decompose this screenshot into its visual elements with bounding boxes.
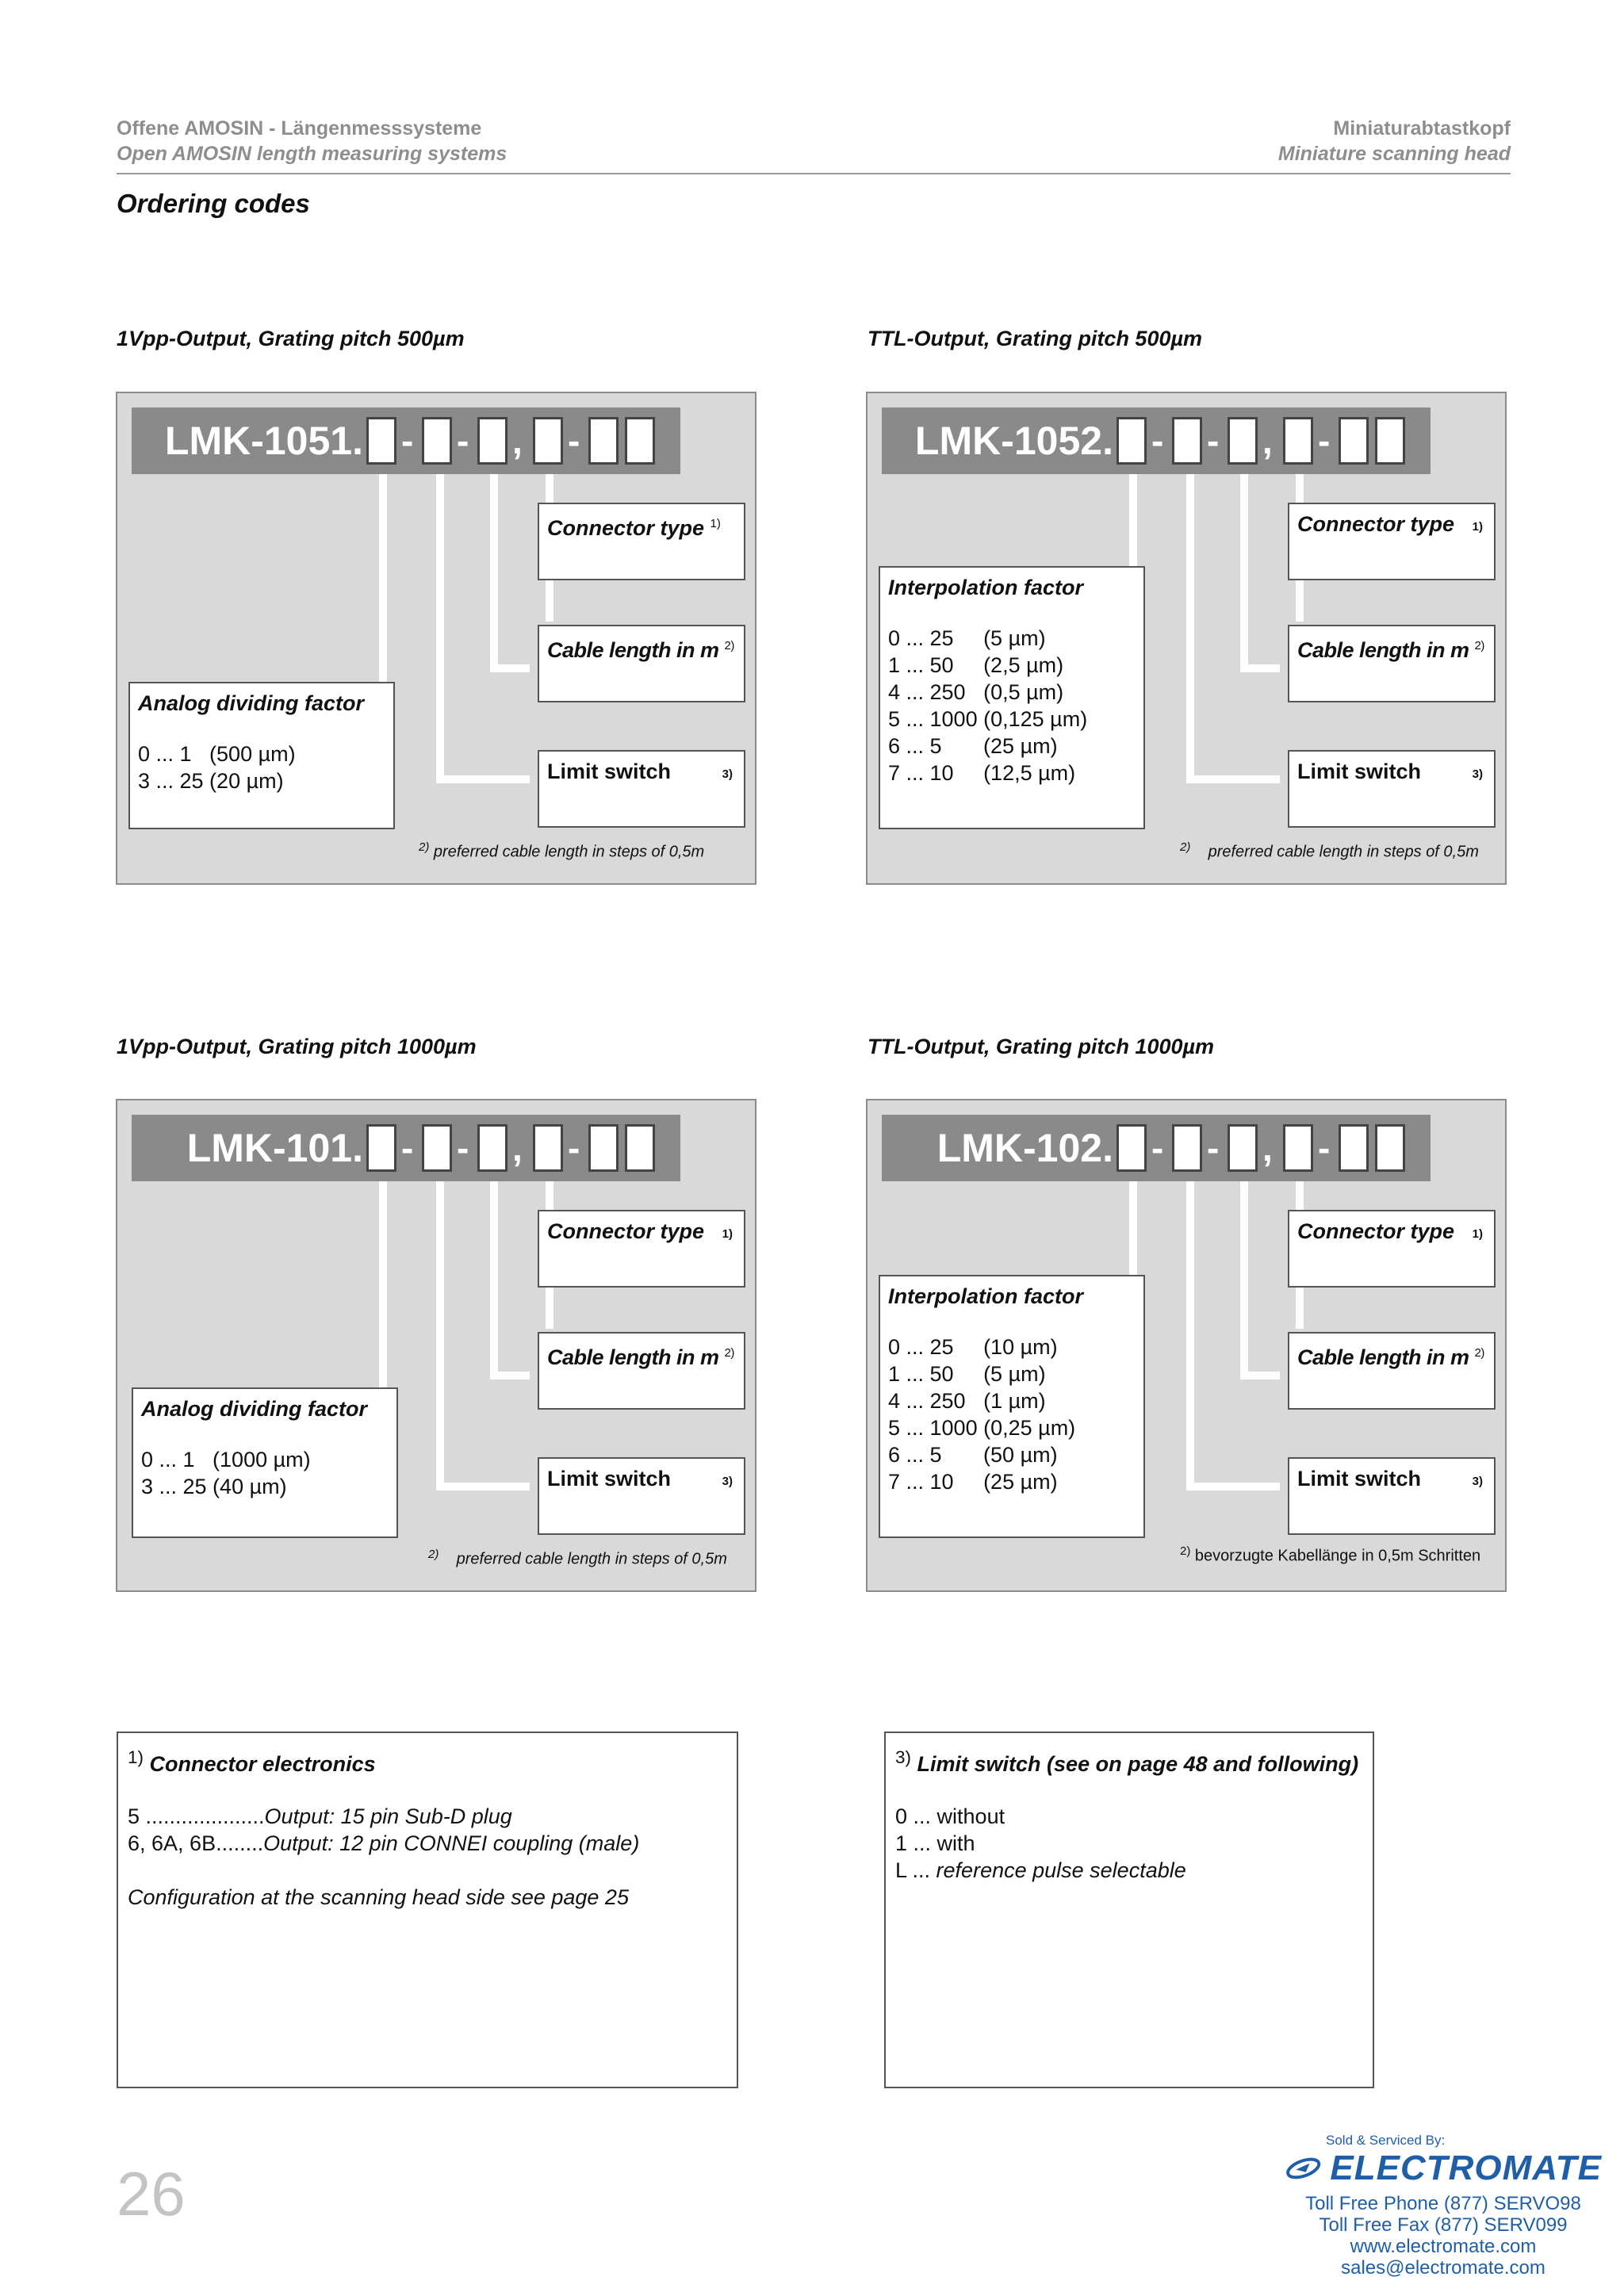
cable-note bbox=[1180, 840, 1479, 862]
code-separator: - bbox=[568, 420, 580, 461]
code-separator: - bbox=[1207, 1127, 1220, 1169]
connector-line bbox=[436, 775, 530, 783]
product-code: LMK-102. bbox=[936, 1126, 1113, 1170]
code-slot bbox=[533, 1124, 563, 1172]
legend-code: 5 .................... bbox=[128, 1804, 265, 1828]
cable-length-box bbox=[1288, 1332, 1496, 1410]
product-code: LMK-1052. bbox=[914, 419, 1113, 463]
header-right-en: Miniature scanning head bbox=[1277, 143, 1511, 165]
footnote-mark: 1) bbox=[722, 1227, 733, 1241]
footnote-mark: 1) bbox=[128, 1747, 144, 1767]
footnote-mark: 3) bbox=[722, 767, 733, 781]
code-slot bbox=[625, 417, 655, 465]
connector-line bbox=[1186, 474, 1194, 783]
limit-switch-box bbox=[1288, 750, 1496, 828]
code-separator: - bbox=[457, 420, 469, 461]
vendor-sold-by: Sold & Serviced By: bbox=[1326, 2133, 1446, 2148]
page-title: Ordering codes bbox=[117, 189, 310, 218]
header-left-de: Offene AMOSIN - Längenmesssysteme bbox=[117, 117, 482, 140]
code-slot bbox=[477, 417, 508, 465]
connector-line bbox=[436, 474, 444, 783]
code-separator: - bbox=[401, 420, 414, 461]
section-title-1vpp-1000: 1Vpp-Output, Grating pitch 1000µm bbox=[117, 1035, 477, 1058]
list-item: 1 ... 50 (2,5 µm) bbox=[888, 653, 1064, 677]
vendor-block bbox=[1285, 2133, 1602, 2279]
legend-limit-switch bbox=[884, 1732, 1374, 2088]
code-separator: , bbox=[1262, 420, 1273, 461]
section-title-ttl-1000: TTL-Output, Grating pitch 1000µm bbox=[868, 1035, 1215, 1058]
ordering-panel-lmk-1051 bbox=[116, 392, 756, 885]
header-right-de: Miniaturabtastkopf bbox=[1333, 117, 1511, 140]
connector-type-box bbox=[1288, 1210, 1496, 1288]
code-slot bbox=[366, 1124, 396, 1172]
list-item: 6 ... 5 (25 µm) bbox=[888, 734, 1058, 758]
analog-dividing-title: Analog dividing factor bbox=[141, 1397, 368, 1421]
connector-type-label: Connector type bbox=[547, 516, 705, 540]
interpolation-factor-title: Interpolation factor bbox=[888, 576, 1084, 599]
connector-type-label: Connector type bbox=[547, 1219, 705, 1243]
analog-dividing-title: Analog dividing factor bbox=[138, 691, 365, 715]
code-slot bbox=[588, 1124, 619, 1172]
limit-switch-label: Limit switch bbox=[1297, 1467, 1422, 1490]
footnote-mark: 3) bbox=[1472, 1475, 1483, 1488]
header-left-en: Open AMOSIN length measuring systems bbox=[117, 143, 508, 165]
interpolation-factor-box bbox=[879, 566, 1145, 829]
code-separator: - bbox=[1151, 420, 1164, 461]
list-item: 6 ... 5 (50 µm) bbox=[888, 1443, 1058, 1467]
connector-line bbox=[379, 1181, 387, 1387]
footnote-mark: 3) bbox=[722, 1475, 733, 1488]
legend-title bbox=[895, 1744, 1363, 1777]
code-slot bbox=[533, 417, 563, 465]
analog-dividing-list bbox=[141, 1446, 389, 1500]
connector-line bbox=[1129, 474, 1137, 568]
vendor-email[interactable]: sales@electromate.com bbox=[1341, 2257, 1545, 2279]
code-slot bbox=[366, 417, 396, 465]
limit-switch-box bbox=[538, 750, 745, 828]
code-slot bbox=[1283, 417, 1313, 465]
cable-length-label: Cable length in m bbox=[547, 638, 719, 662]
footnote-mark: 2) bbox=[428, 1548, 439, 1561]
connector-line bbox=[436, 1483, 530, 1490]
connector-line bbox=[1186, 775, 1280, 783]
footnote-mark: 2) bbox=[724, 1346, 734, 1360]
code-slot bbox=[625, 1124, 655, 1172]
page-number: 26 bbox=[117, 2159, 186, 2229]
legend-code: 0 ... bbox=[895, 1804, 932, 1828]
cable-note bbox=[419, 840, 704, 862]
code-bar bbox=[132, 1115, 680, 1181]
cable-note-text: preferred cable length in steps of 0,5m bbox=[456, 1550, 727, 1568]
footnote-mark: 2) bbox=[1180, 840, 1191, 854]
cable-note bbox=[1180, 1544, 1480, 1566]
connector-line bbox=[490, 1372, 530, 1380]
legend-code: 1 ... bbox=[895, 1831, 932, 1855]
limit-switch-box bbox=[1288, 1457, 1496, 1535]
code-slot bbox=[1375, 417, 1405, 465]
connector-line bbox=[490, 1181, 498, 1380]
list-item: 1 ... 50 (5 µm) bbox=[888, 1362, 1046, 1386]
footnote-mark: 2) bbox=[1474, 1346, 1484, 1360]
list-item: 0 ... 25 (10 µm) bbox=[888, 1335, 1058, 1359]
list-item: 7 ... 10 (12,5 µm) bbox=[888, 761, 1076, 785]
footnote-mark: 2) bbox=[724, 639, 734, 652]
footnote-mark: 1) bbox=[1472, 520, 1483, 534]
section-title-ttl-500: TTL-Output, Grating pitch 500µm bbox=[868, 327, 1203, 350]
connector-line bbox=[1186, 1181, 1194, 1490]
legend-text: Output: 12 pin CONNEI coupling (male) bbox=[263, 1831, 640, 1855]
list-item: 4 ... 250 (0,5 µm) bbox=[888, 680, 1064, 704]
vendor-brand bbox=[1285, 2149, 1602, 2188]
footnote-mark: 3) bbox=[1472, 767, 1483, 781]
footnote-mark: 2) bbox=[1474, 639, 1484, 652]
footnote-mark: 1) bbox=[710, 517, 721, 530]
interpolation-factor-title: Interpolation factor bbox=[888, 1284, 1084, 1308]
connector-line bbox=[379, 474, 387, 682]
interpolation-factor-list bbox=[888, 625, 1136, 786]
legend-row bbox=[128, 1803, 727, 1830]
code-slot bbox=[1228, 1124, 1258, 1172]
connector-line bbox=[436, 1181, 444, 1490]
code-slot bbox=[1172, 417, 1202, 465]
legend-text: reference pulse selectable bbox=[936, 1858, 1186, 1882]
footnote-mark: 3) bbox=[895, 1747, 912, 1767]
ordering-panel-lmk-101 bbox=[116, 1099, 756, 1592]
connector-type-box bbox=[538, 1210, 745, 1288]
section-title-1vpp-500: 1Vpp-Output, Grating pitch 500µm bbox=[117, 327, 465, 350]
interpolation-factor-list bbox=[888, 1334, 1136, 1495]
code-bar bbox=[132, 408, 680, 474]
limit-switch-label: Limit switch bbox=[1297, 760, 1422, 783]
connector-line bbox=[490, 664, 530, 672]
legend-title-text: Limit switch (see on page 48 and following) bbox=[917, 1752, 1359, 1776]
analog-dividing-box bbox=[128, 682, 395, 829]
list-item: 3 ... 25 (20 µm) bbox=[138, 769, 284, 793]
list-item: 5 ... 1000 (0,125 µm) bbox=[888, 707, 1088, 731]
vendor-fax: Toll Free Fax (877) SERV099 bbox=[1319, 2214, 1568, 2236]
list-item: 7 ... 10 (25 µm) bbox=[888, 1470, 1058, 1494]
code-separator: - bbox=[1207, 420, 1220, 461]
legend-row bbox=[895, 1857, 1363, 1884]
code-slot bbox=[1283, 1124, 1313, 1172]
code-bar bbox=[882, 1115, 1431, 1181]
legend-text: Output: 15 pin Sub-D plug bbox=[264, 1804, 512, 1828]
list-item: 0 ... 25 (5 µm) bbox=[888, 626, 1046, 650]
connector-type-box bbox=[538, 503, 745, 580]
product-code: LMK-101. bbox=[186, 1126, 363, 1170]
list-item: 0 ... 1 (1000 µm) bbox=[141, 1448, 311, 1471]
limit-switch-label: Limit switch bbox=[547, 760, 672, 783]
connector-type-label: Connector type bbox=[1297, 512, 1455, 536]
legend-title bbox=[128, 1744, 727, 1777]
cable-length-label: Cable length in m bbox=[547, 1345, 719, 1369]
code-separator: , bbox=[1262, 1127, 1273, 1169]
code-separator: , bbox=[512, 1127, 523, 1169]
legend-text: without bbox=[936, 1804, 1005, 1828]
footnote-mark: 1) bbox=[1472, 1227, 1483, 1241]
legend-row bbox=[128, 1830, 727, 1857]
code-slot bbox=[1172, 1124, 1202, 1172]
cable-length-label: Cable length in m bbox=[1297, 1345, 1469, 1369]
list-item: 4 ... 250 (1 µm) bbox=[888, 1389, 1046, 1413]
cable-length-box bbox=[538, 1332, 745, 1410]
connector-line bbox=[1240, 1372, 1280, 1380]
list-item: 0 ... 1 (500 µm) bbox=[138, 742, 296, 766]
code-slot bbox=[1375, 1124, 1405, 1172]
cable-length-box bbox=[1288, 625, 1496, 702]
list-item: 3 ... 25 (40 µm) bbox=[141, 1475, 287, 1498]
limit-switch-label: Limit switch bbox=[547, 1467, 672, 1490]
legend-config-note: Configuration at the scanning head side see page 25 bbox=[128, 1885, 629, 1909]
cable-note-text: preferred cable length in steps of 0,5m bbox=[433, 843, 705, 861]
connector-line bbox=[1186, 1483, 1280, 1490]
connector-line bbox=[490, 474, 498, 672]
code-separator: - bbox=[1318, 1127, 1331, 1169]
limit-switch-box bbox=[538, 1457, 745, 1535]
code-slot bbox=[1339, 1124, 1369, 1172]
cable-note bbox=[428, 1548, 727, 1569]
header-rule bbox=[117, 173, 1511, 174]
vendor-brand-text: ELECTROMATE bbox=[1330, 2149, 1602, 2187]
connector-line bbox=[1240, 1181, 1248, 1380]
connector-line bbox=[1129, 1181, 1137, 1275]
code-slot bbox=[1339, 417, 1369, 465]
code-slot bbox=[422, 1124, 452, 1172]
legend-title-text: Connector electronics bbox=[149, 1752, 376, 1776]
cable-note-text: bevorzugte Kabellänge in 0,5m Schritten bbox=[1194, 1547, 1481, 1565]
ordering-panel-lmk-102 bbox=[866, 1099, 1507, 1592]
footnote-mark: 2) bbox=[419, 840, 430, 854]
code-slot bbox=[477, 1124, 508, 1172]
legend-row bbox=[895, 1803, 1363, 1830]
connector-line bbox=[1240, 664, 1280, 672]
code-bar bbox=[882, 408, 1431, 474]
code-slot bbox=[422, 417, 452, 465]
vendor-phone: Toll Free Phone (877) SERVO98 bbox=[1305, 2193, 1581, 2214]
code-separator: - bbox=[1151, 1127, 1164, 1169]
ordering-panel-lmk-1052 bbox=[866, 392, 1507, 885]
code-separator: - bbox=[401, 1127, 414, 1169]
connector-type-label: Connector type bbox=[1297, 1219, 1455, 1243]
product-code: LMK-1051. bbox=[164, 419, 363, 463]
code-slot bbox=[588, 417, 619, 465]
code-slot bbox=[1116, 1124, 1147, 1172]
header-right bbox=[1278, 116, 1511, 166]
interpolation-factor-box bbox=[879, 1275, 1145, 1538]
connector-line bbox=[1240, 474, 1248, 672]
vendor-web[interactable]: www.electromate.com bbox=[1350, 2236, 1537, 2257]
header-left bbox=[117, 116, 507, 166]
code-separator: , bbox=[512, 420, 523, 461]
code-slot bbox=[1228, 417, 1258, 465]
code-separator: - bbox=[1318, 420, 1331, 461]
legend-code: 6, 6A, 6B........ bbox=[128, 1831, 264, 1855]
code-separator: - bbox=[457, 1127, 469, 1169]
analog-dividing-box bbox=[132, 1387, 398, 1538]
footnote-mark: 2) bbox=[1180, 1544, 1191, 1558]
cable-length-label: Cable length in m bbox=[1297, 638, 1469, 662]
legend-code: L ... bbox=[895, 1858, 931, 1882]
analog-dividing-list bbox=[138, 740, 385, 794]
list-item: 5 ... 1000 (0,25 µm) bbox=[888, 1416, 1076, 1440]
code-slot bbox=[1116, 417, 1147, 465]
code-separator: - bbox=[568, 1127, 580, 1169]
electromate-logo-icon bbox=[1285, 2152, 1322, 2184]
legend-text: with bbox=[936, 1831, 975, 1855]
connector-type-box bbox=[1288, 503, 1496, 580]
cable-note-text: preferred cable length in steps of 0,5m bbox=[1208, 843, 1479, 861]
legend-connector-electronics bbox=[117, 1732, 738, 2088]
legend-row bbox=[895, 1830, 1363, 1857]
cable-length-box bbox=[538, 625, 745, 702]
